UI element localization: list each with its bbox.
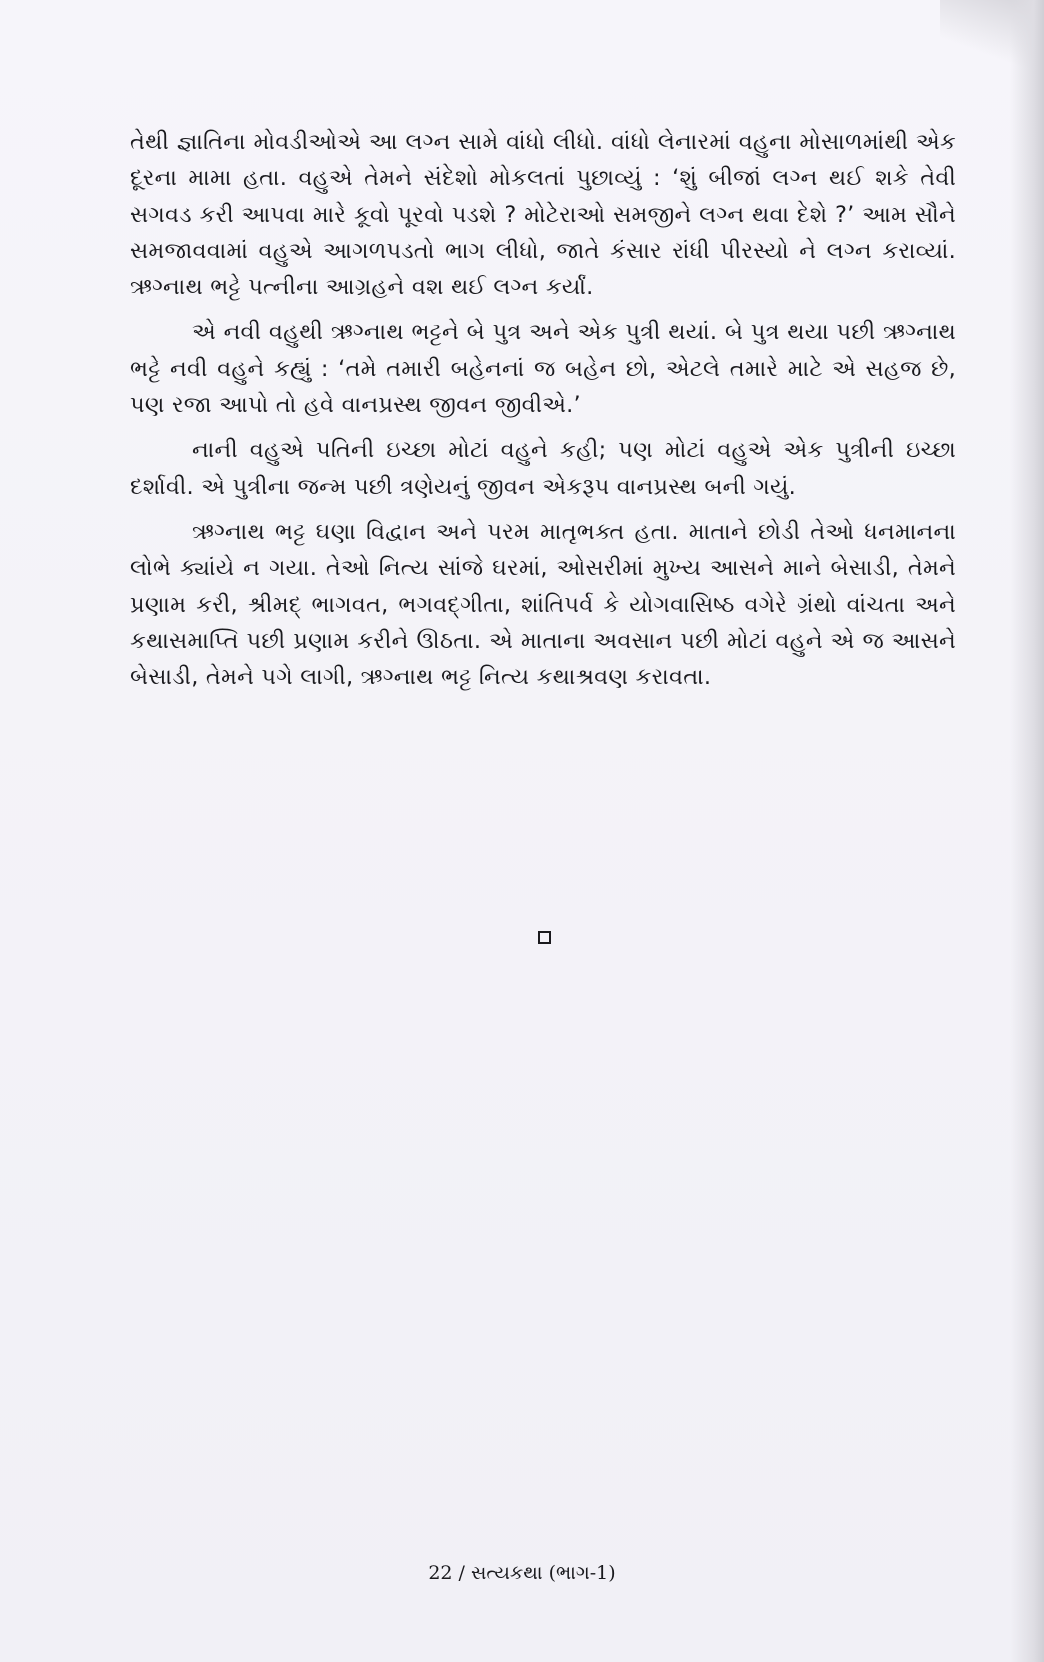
paragraph-4: ઋગ્નાથ ભટ્ટ ઘણા વિદ્વાન અને પરમ માતૃભક્ત હતા. માતાને છોડી તેઓ ધનમાનના લોભે ક્યાંયે ન ગયા. તેઓ નિત્ય સાંજે ઘરમાં, ઓસરીમાં મુખ્ય આસને માને બેસાડી, તેમને પ્રણામ કરી, શ્રીમદ્ ભાગવત, ભગવદ્ગીતા, શાંતિપર્વ કે યોગવાસિષ્ઠ વગેરે ગ્રંથો વાંચતા અને કથાસમાપ્તિ પછી પ્રણામ કરીને ઊઠતા. એ માતાના અવસાન પછી મોટાં વહુને એ જ આસને બેસાડી, તેમને પગે લાગી, ઋગ્નાથ ભટ્ટ નિત્ય કથાશ્રવણ કરાવતા. bbox=[130, 518, 956, 691]
paragraph-2: એ નવી વહુથી ઋગ્નાથ ભટ્ટને બે પુત્ર અને એક પુત્રી થયાં. બે પુત્ર થયા પછી ઋગ્નાથ ભટ્ટે નવી વહુને કહ્યું : ‘તમે તમારી બહેનનાં જ બહેન છો, એટલે તમારે માટે એ સહજ છે, પણ રજા આપો તો હવે વાનપ્રસ્થ જીવન જીવીએ.’ bbox=[130, 319, 956, 419]
page-footer: 22 / સત્યકથા (ભાગ-1) bbox=[428, 1562, 616, 1584]
paragraph-3: નાની વહુએ પતિની ઇચ્છા મોટાં વહુને કહી; પણ મોટાં વહુએ એક પુત્રીની ઇચ્છા દર્શાવી. એ પુત્રીના જન્મ પછી ત્રણેયનું જીવન એકરૂપ વાનપ્રસ્થ બની ગયું. bbox=[130, 437, 956, 500]
paragraph-1: તેથી જ્ઞાતિના મોવડીઓએ આ લગ્ન સામે વાંધો લીધો. વાંધો લેનારમાં વહુના મોસાળમાંથી એક દૂરના મામા હતા. વહુએ તેમને સંદેશો મોકલતાં પુછાવ્યું : ‘શું બીજાં લગ્ન થઈ શકે તેવી સગવડ કરી આપવા મારે કૂવો પૂરવો પડશે ? મોટેરાઓ સમજીને લગ્ન થવા દેશે ?’ આમ સૌને સમજાવવામાં વહુએ આગળપડતો ભાગ લીધો, જાતે કંસાર રાંધી પીરસ્યો ને લગ્ન કરાવ્યાં. ઋગ્નાથ ભટ્ટે પત્નીના આગ્રહને વશ થઈ લગ્ન કર્યાં. bbox=[130, 129, 956, 301]
section-end-square-icon bbox=[538, 931, 551, 944]
scan-shadow-right bbox=[1010, 0, 1044, 1662]
body-text bbox=[130, 124, 956, 695]
